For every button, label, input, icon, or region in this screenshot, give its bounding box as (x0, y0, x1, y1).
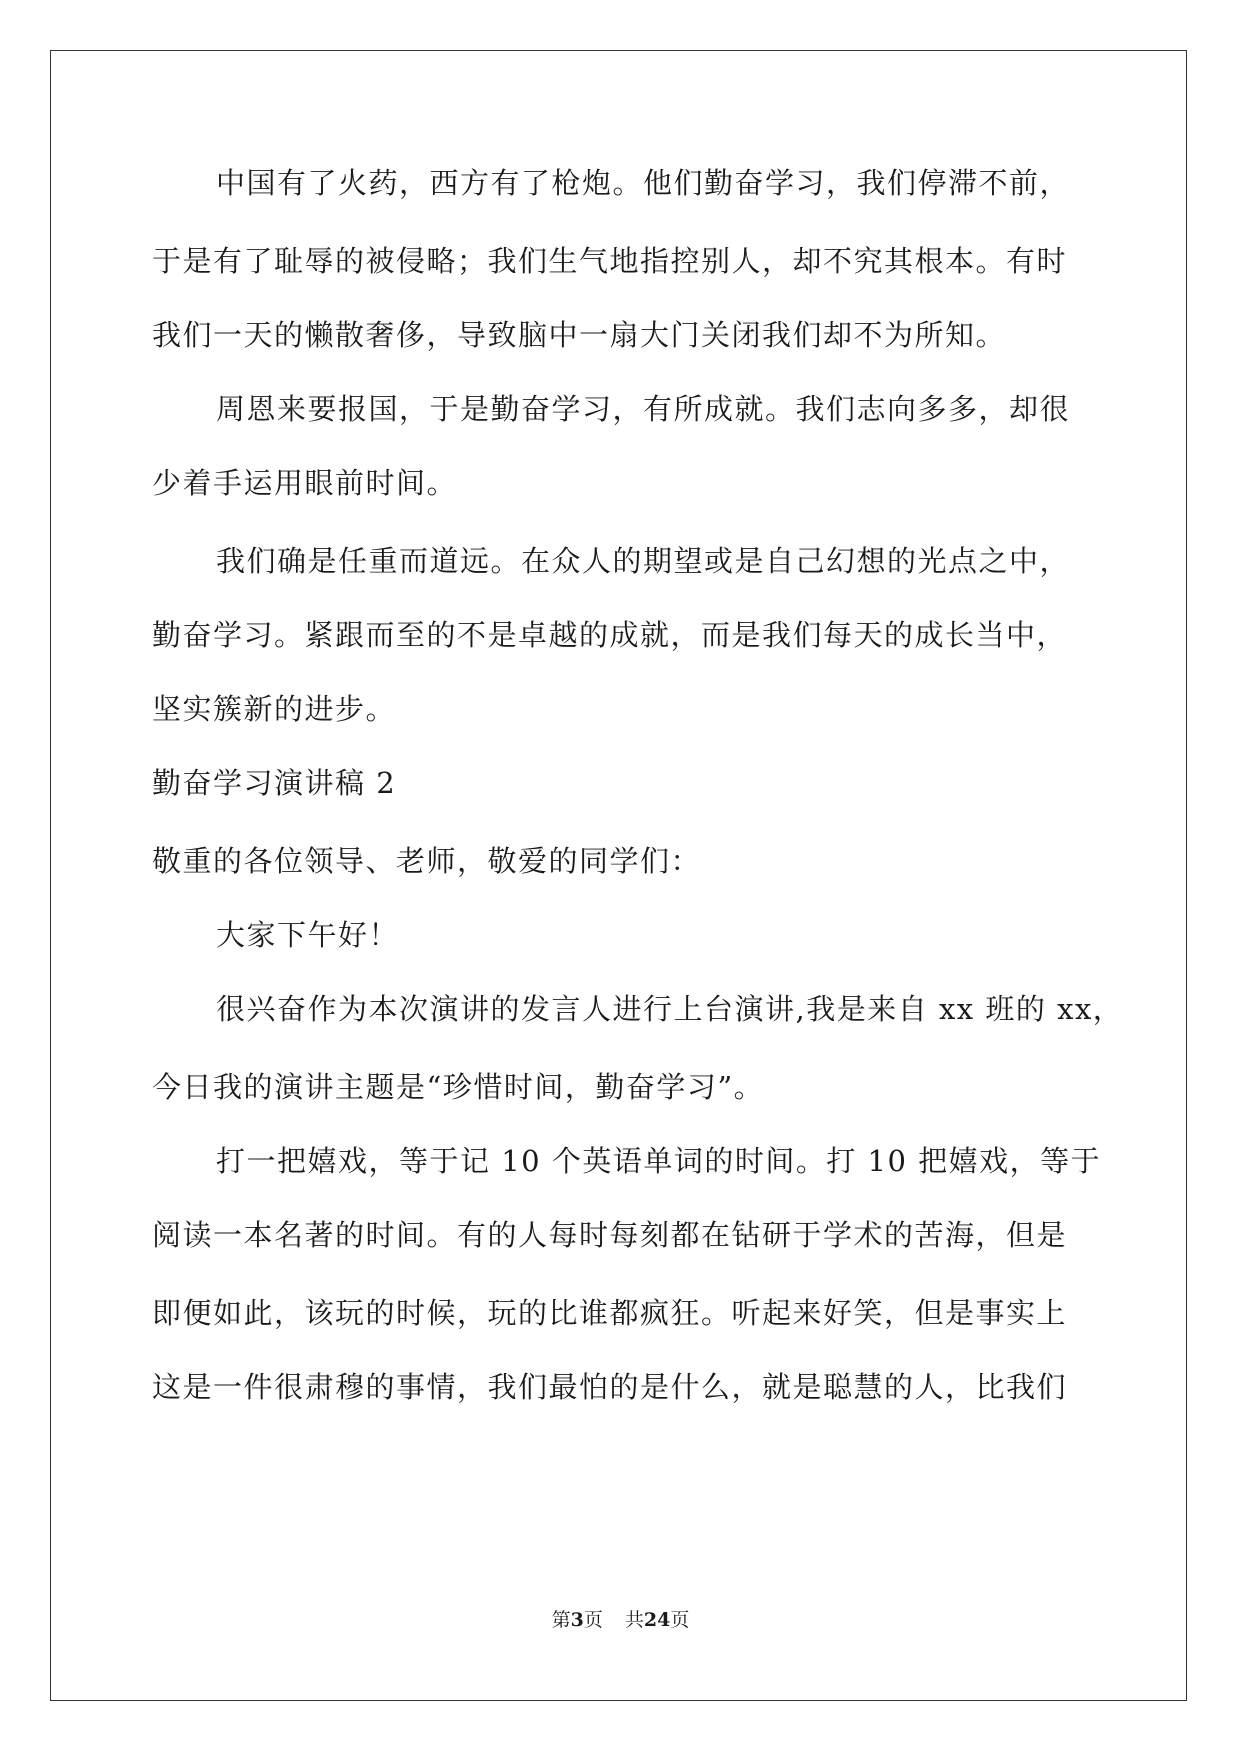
paragraph-line: 很兴奋作为本次演讲的发言人进行上台演讲,我是来自 xx 班的 xx， (216, 992, 1124, 1026)
paragraph-line: 于是有了耻辱的被侵略；我们生气地指控别人，却不究其根本。有时 (152, 244, 1068, 278)
greeting: 大家下午好！ (216, 918, 400, 952)
paragraph-line: 周恩来要报国，于是勤奋学习，有所成就。我们志向多多，却很 (216, 392, 1071, 426)
page-number: 3 (570, 1609, 584, 1631)
paragraph-line: 这是一件很肃穆的事情，我们最怕的是什么，就是聪慧的人，比我们 (152, 1370, 1068, 1404)
page-footer (0, 1608, 1241, 1632)
paragraph-line: 阅读一本名著的时间。有的人每时每刻都在钻研于学术的苦海，但是 (152, 1218, 1068, 1252)
paragraph-line: 坚实簇新的进步。 (152, 692, 397, 726)
total-suffix: 页 (670, 1609, 690, 1631)
paragraph-line: 勤奋学习。紧跟而至的不是卓越的成就，而是我们每天的成长当中， (152, 618, 1068, 652)
paragraph-line: 少着手运用眼前时间。 (152, 466, 458, 500)
section-heading: 勤奋学习演讲稿 2 (152, 766, 397, 800)
paragraph-line: 我们确是任重而道远。在众人的期望或是自己幻想的光点之中， (216, 544, 1071, 578)
total-pages: 24 (643, 1609, 671, 1631)
paragraph-line: 即便如此，该玩的时候，玩的比谁都疯狂。听起来好笑，但是事实上 (152, 1296, 1068, 1330)
paragraph-line: 今日我的演讲主题是“珍惜时间，勤奋学习”。 (152, 1070, 765, 1104)
page-prefix: 第 (551, 1609, 571, 1631)
paragraph-line: 打一把嬉戏，等于记 10 个英语单词的时间。打 10 把嬉戏，等于 (216, 1144, 1102, 1178)
paragraph-line: 中国有了火药，西方有了枪炮。他们勤奋学习，我们停滞不前， (216, 166, 1071, 200)
total-prefix: 共 (624, 1609, 644, 1631)
salutation: 敬重的各位领导、老师，敬爱的同学们： (152, 844, 702, 878)
paragraph-line: 我们一天的懒散奢侈，导致脑中一扇大门关闭我们却不为所知。 (152, 318, 1007, 352)
page-suffix: 页 (583, 1609, 603, 1631)
